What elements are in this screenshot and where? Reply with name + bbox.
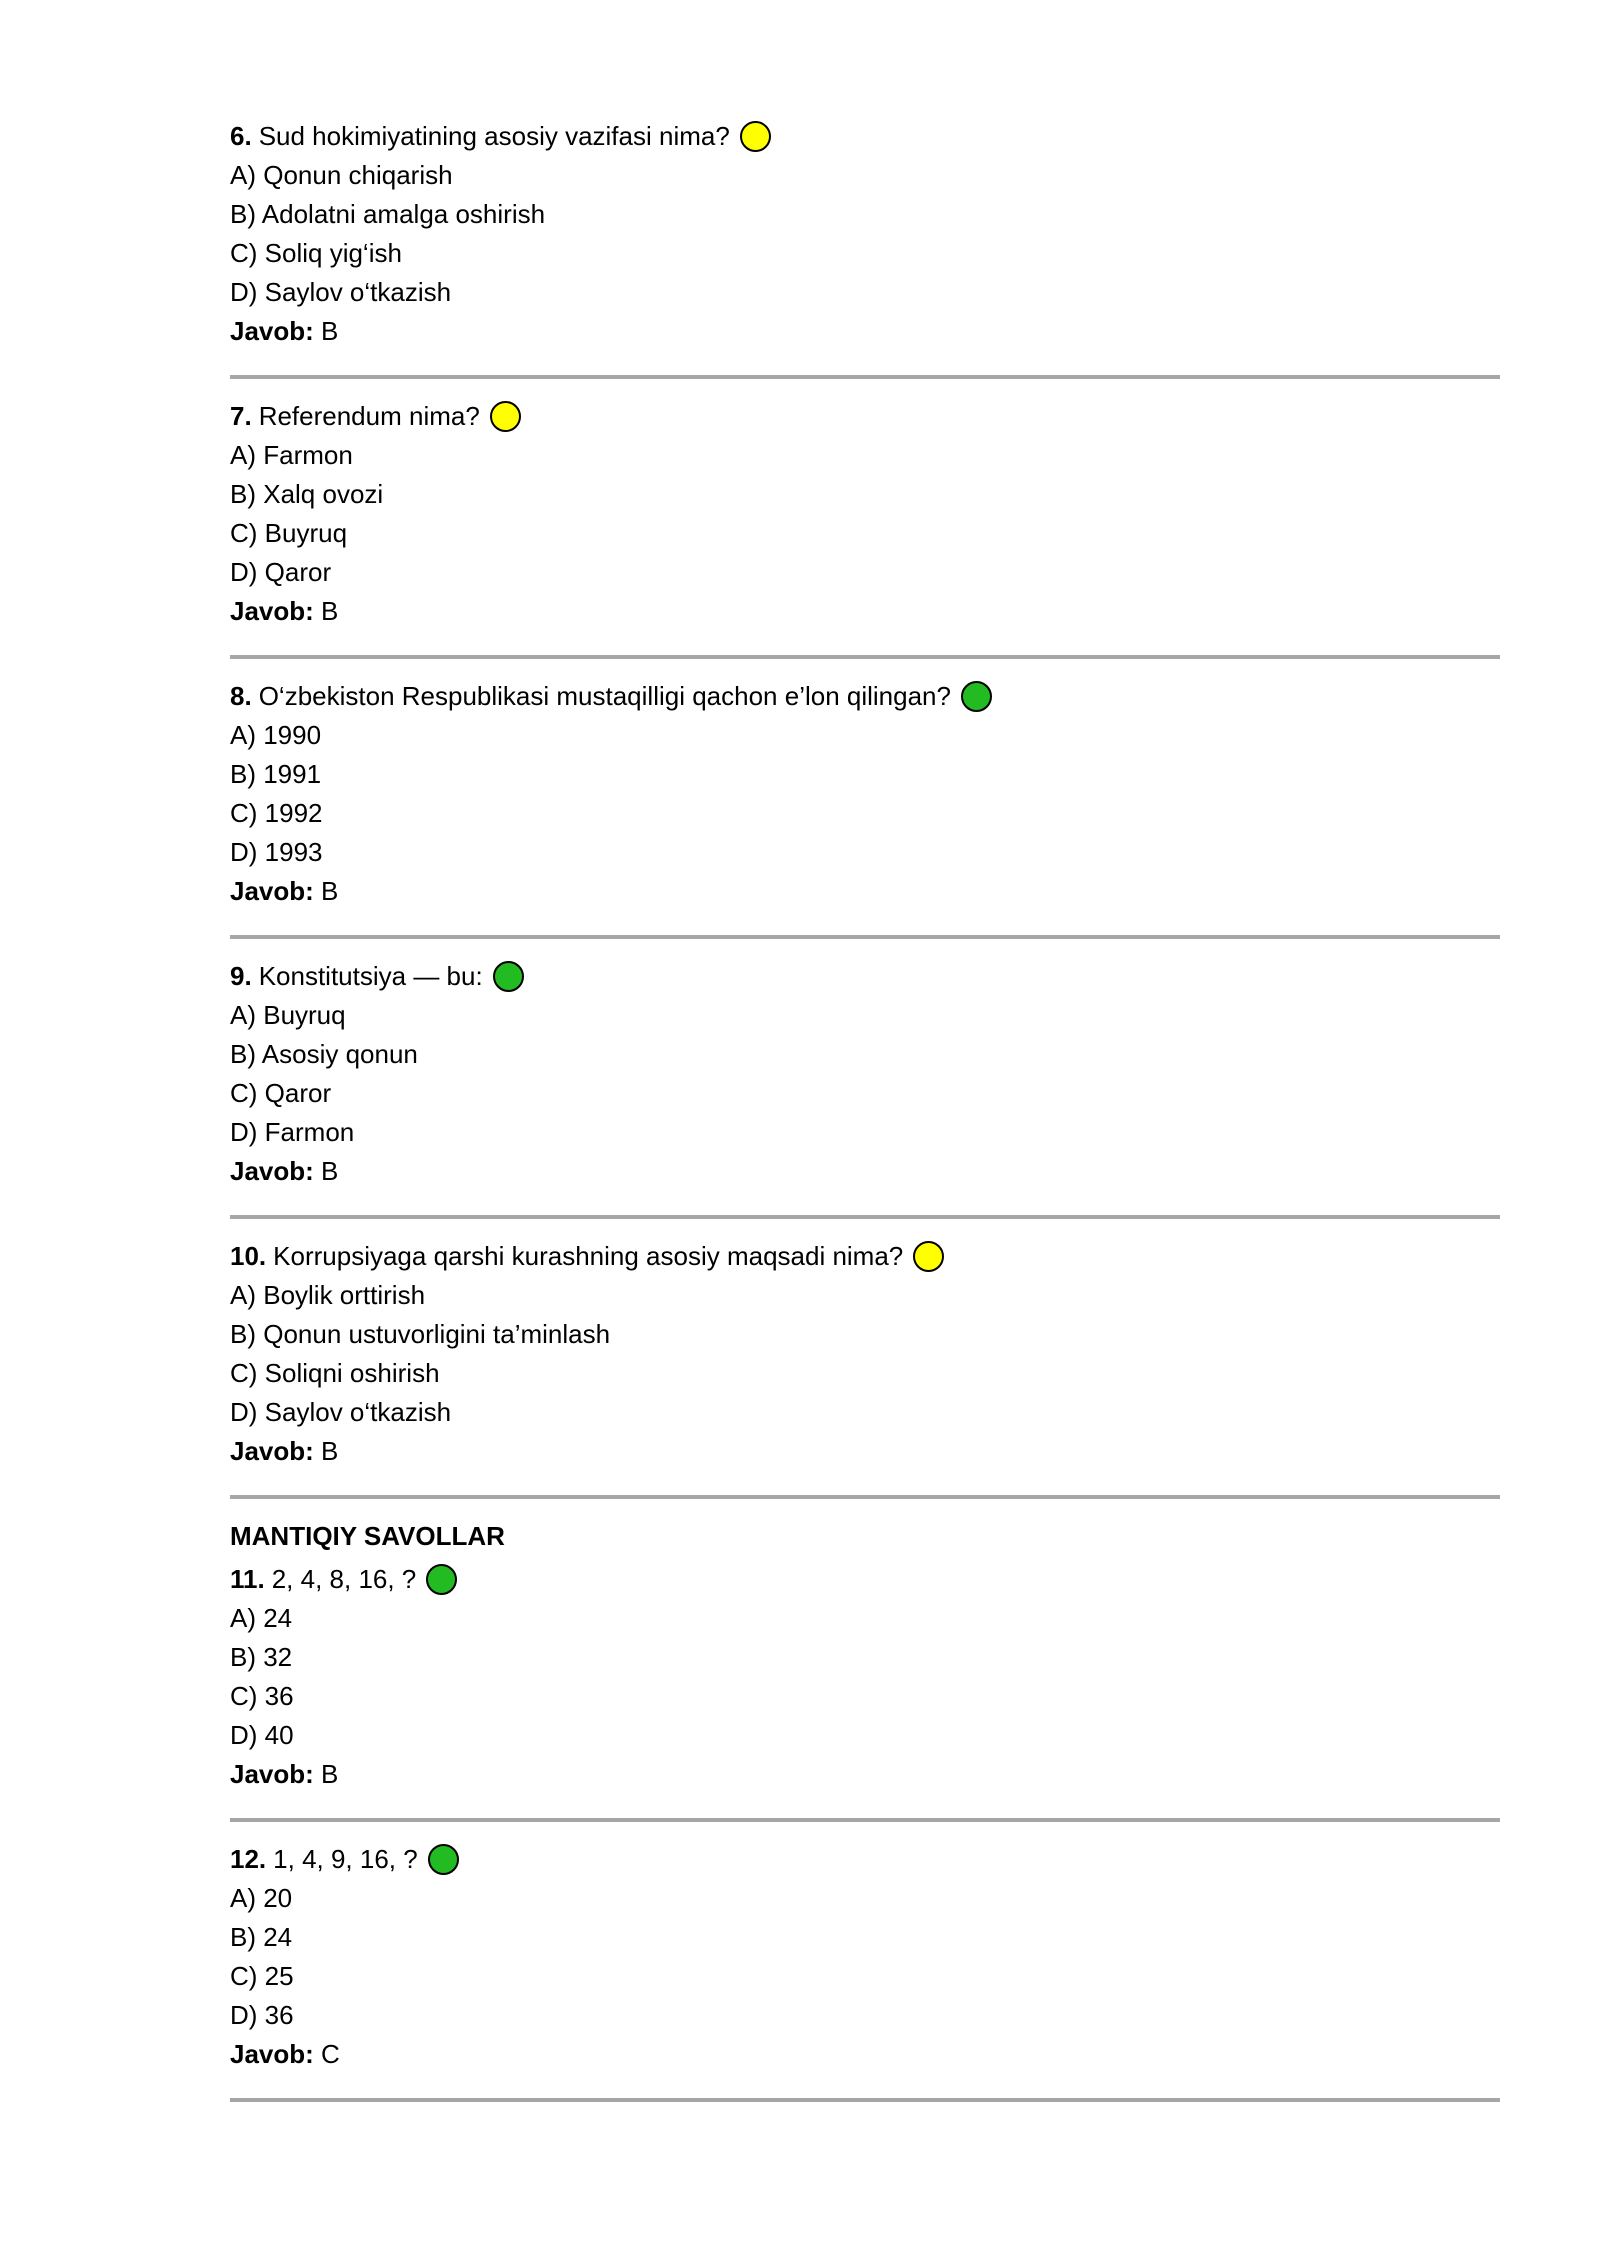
- answer-line: [230, 592, 1500, 631]
- answer-label: Javob:: [230, 596, 314, 626]
- answer-label: Javob:: [230, 2039, 314, 2069]
- question-number: 8.: [230, 681, 252, 711]
- option-d: D) 1993: [230, 837, 323, 867]
- difficulty-yellow-icon: [740, 121, 771, 152]
- question-6: [230, 117, 1500, 351]
- divider: [230, 2098, 1500, 2102]
- answer-value: B: [321, 1436, 339, 1466]
- option-d: D) Saylov o‘tkazish: [230, 1397, 452, 1427]
- question-7: [230, 397, 1500, 631]
- option-a: A) Farmon: [230, 440, 353, 470]
- option-c: C) 1992: [230, 798, 323, 828]
- question-line: [230, 397, 1500, 436]
- question-text: O‘zbekiston Respublikasi mustaqilligi qachon e’lon qilingan?: [258, 681, 951, 711]
- answer-line: [230, 872, 1500, 911]
- question-8: [230, 677, 1500, 911]
- question-text: Konstitutsiya — bu:: [258, 961, 483, 991]
- answer-label: Javob:: [230, 876, 314, 906]
- answer-label: Javob:: [230, 316, 314, 346]
- option-d: D) 36: [230, 2000, 294, 2030]
- option-c: C) Qaror: [230, 1078, 332, 1108]
- option-c: C) 36: [230, 1681, 294, 1711]
- answer-value: C: [321, 2039, 340, 2069]
- question-line: [230, 677, 1500, 716]
- question-number: 12.: [230, 1844, 267, 1874]
- answer-line: [230, 312, 1500, 351]
- option-d: D) Qaror: [230, 557, 332, 587]
- divider: [230, 1495, 1500, 1499]
- section-heading: MANTIQIY SAVOLLAR: [230, 1521, 505, 1551]
- divider: [230, 375, 1500, 379]
- question-line: [230, 1237, 1500, 1276]
- question-text: 2, 4, 8, 16, ?: [271, 1564, 417, 1594]
- option-d: D) Saylov o‘tkazish: [230, 277, 452, 307]
- divider: [230, 1818, 1500, 1822]
- question-line: [230, 957, 1500, 996]
- question-12: [230, 1840, 1500, 2074]
- option-b: B) 32: [230, 1642, 293, 1672]
- divider: [230, 655, 1500, 659]
- answer-value: B: [321, 1156, 339, 1186]
- difficulty-yellow-icon: [913, 1241, 944, 1272]
- option-b: B) Qonun ustuvorligini ta’minlash: [230, 1319, 611, 1349]
- option-a: A) Buyruq: [230, 1000, 346, 1030]
- answer-label: Javob:: [230, 1156, 314, 1186]
- answer-value: B: [321, 1759, 339, 1789]
- option-b: B) 24: [230, 1922, 293, 1952]
- question-number: 7.: [230, 401, 252, 431]
- option-a: A) 24: [230, 1603, 293, 1633]
- question-line: [230, 117, 1500, 156]
- option-b: B) Asosiy qonun: [230, 1039, 418, 1069]
- difficulty-green-icon: [493, 961, 524, 992]
- difficulty-green-icon: [426, 1564, 457, 1595]
- option-d: D) 40: [230, 1720, 294, 1750]
- answer-value: B: [321, 596, 339, 626]
- difficulty-yellow-icon: [490, 401, 521, 432]
- question-text: Korrupsiyaga qarshi kurashning asosiy maqsadi nima?: [273, 1241, 904, 1271]
- answer-value: B: [321, 316, 339, 346]
- question-10: [230, 1237, 1500, 1471]
- answer-line: [230, 1432, 1500, 1471]
- question-line: [230, 1560, 1500, 1599]
- question-9: [230, 957, 1500, 1191]
- option-c: C) Soliqni oshirish: [230, 1358, 440, 1388]
- option-b: B) Xalq ovozi: [230, 479, 384, 509]
- answer-line: [230, 1152, 1500, 1191]
- difficulty-green-icon: [961, 681, 992, 712]
- option-a: A) Qonun chiqarish: [230, 160, 453, 190]
- option-a: A) 20: [230, 1883, 293, 1913]
- question-11: [230, 1560, 1500, 1794]
- option-d: D) Farmon: [230, 1117, 355, 1147]
- question-text: Referendum nima?: [258, 401, 480, 431]
- question-text: Sud hokimiyatining asosiy vazifasi nima?: [258, 121, 730, 151]
- answer-label: Javob:: [230, 1759, 314, 1789]
- answer-value: B: [321, 876, 339, 906]
- difficulty-green-icon: [428, 1844, 459, 1875]
- question-number: 11.: [230, 1564, 265, 1594]
- document-page: [230, 117, 1500, 2120]
- divider: [230, 935, 1500, 939]
- question-line: [230, 1840, 1500, 1879]
- option-a: A) 1990: [230, 720, 322, 750]
- question-number: 9.: [230, 961, 252, 991]
- option-b: B) Adolatni amalga oshirish: [230, 199, 546, 229]
- option-c: C) 25: [230, 1961, 294, 1991]
- option-b: B) 1991: [230, 759, 322, 789]
- question-text: 1, 4, 9, 16, ?: [273, 1844, 418, 1874]
- question-number: 10.: [230, 1241, 267, 1271]
- option-a: A) Boylik orttirish: [230, 1280, 426, 1310]
- option-c: C) Soliq yig‘ish: [230, 238, 402, 268]
- answer-label: Javob:: [230, 1436, 314, 1466]
- answer-line: [230, 1755, 1500, 1794]
- divider: [230, 1215, 1500, 1219]
- option-c: C) Buyruq: [230, 518, 348, 548]
- answer-line: [230, 2035, 1500, 2074]
- question-number: 6.: [230, 121, 252, 151]
